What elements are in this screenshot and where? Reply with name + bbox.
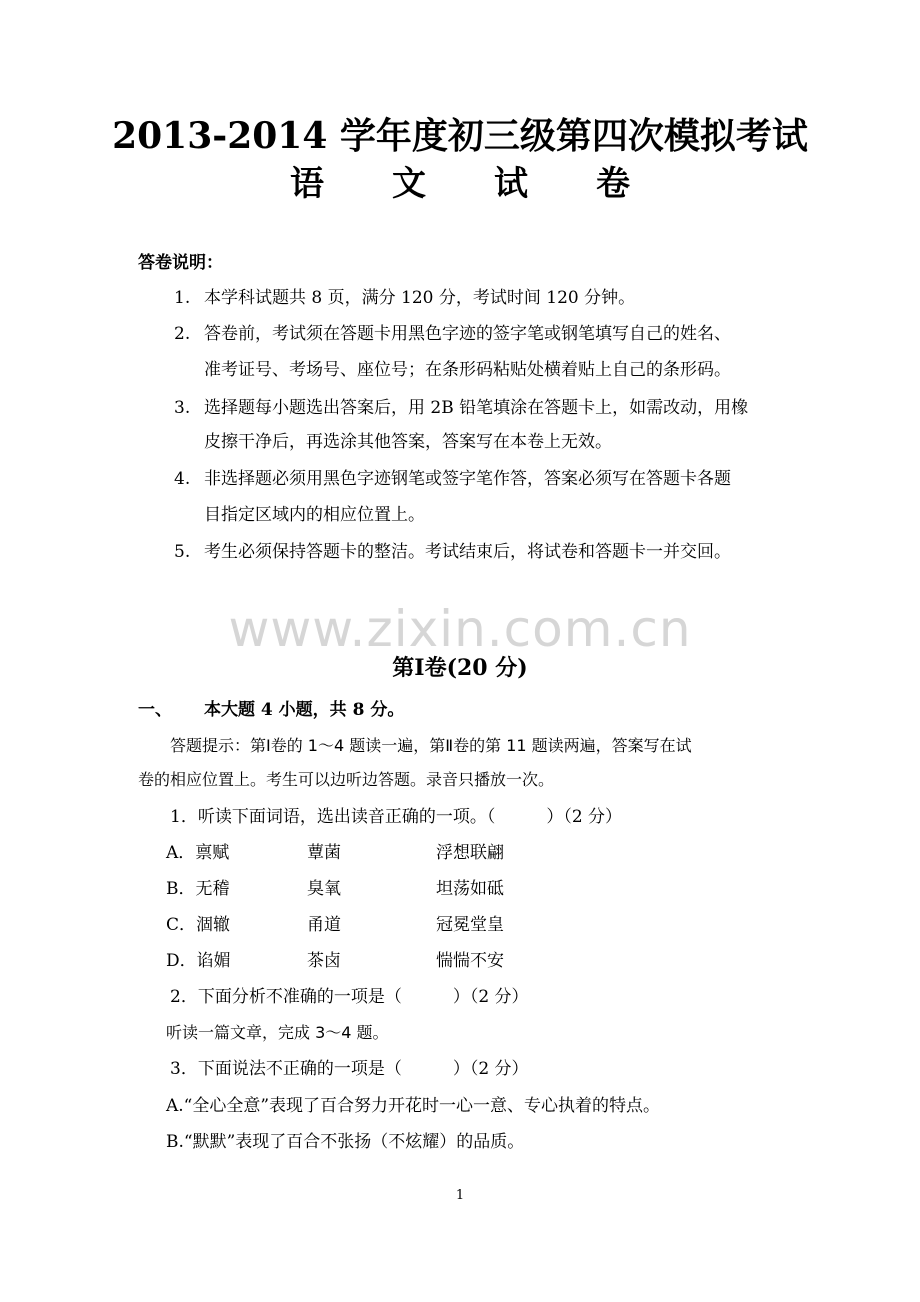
instruction-item [174, 321, 731, 347]
option-word: 浮想联翩 [436, 843, 504, 863]
option-label: B．无稽 [166, 879, 230, 899]
subject-char: 卷 [596, 164, 630, 204]
question-3-option-b: B.“默默”表现了百合不张扬（不炫耀）的品质。 [166, 1132, 525, 1152]
instruction-number: 3. [174, 398, 191, 418]
instruction-item [174, 539, 731, 565]
instruction-item [174, 466, 731, 492]
question-2: 2．下面分析不准确的一项是（ ）（2 分） [170, 987, 529, 1007]
watermark: www.zixin.com.cn [228, 600, 692, 658]
question-3-option-a: A.“全心全意”表现了百合努力开花时一心一意、专心执着的特点。 [166, 1096, 661, 1116]
subject-char: 文 [392, 164, 426, 204]
answer-hint: 卷的相应位置上。考生可以边听边答题。录音只播放一次。 [138, 770, 555, 789]
option-word: 甬道 [307, 915, 341, 935]
instruction-text: 选择题每小题选出答案后，用 2B 铅笔填涂在答题卡上，如需改动，用橡 [204, 398, 749, 418]
instruction-text: 非选择题必须用黑色字迹钢笔或签字笔作答，答案必须写在答题卡各题 [204, 469, 731, 489]
instruction-number: 4. [174, 469, 191, 489]
instruction-number: 5. [174, 542, 191, 562]
question-1: 1．听读下面词语，选出读音正确的一项。（ ）（2 分） [170, 807, 623, 827]
section-title: 第Ⅰ卷(20 分) [392, 655, 528, 681]
instruction-text: 本学科试题共 8 页，满分 120 分，考试时间 120 分钟。 [204, 288, 636, 308]
instruction-text: 皮擦干净后，再选涂其他答案，答案写在本卷上无效。 [204, 432, 612, 452]
option-word: 茶卤 [307, 951, 341, 971]
instruction-text: 考生必须保持答题卡的整洁。考试结束后，将试卷和答题卡一并交回。 [204, 542, 731, 562]
instruction-text: 答卷前，考试须在答题卡用黑色字迹的签字笔或钢笔填写自己的姓名、 [204, 324, 731, 344]
exam-title: 2013-2014 学年度初三级第四次模拟考试 [112, 115, 808, 157]
subject-char: 语 [290, 164, 324, 204]
part-number: 一、 [138, 700, 172, 720]
subject-char: 试 [494, 164, 528, 204]
part-description: 本大题 4 小题，共 8 分。 [204, 700, 405, 720]
answer-hint: 答题提示：第Ⅰ卷的 1～4 题读一遍，第Ⅱ卷的第 11 题读两遍，答案写在试 [170, 736, 692, 755]
instructions-heading: 答卷说明： [138, 253, 223, 273]
instruction-item [174, 285, 635, 311]
subject-title [0, 160, 920, 208]
option-word: 蕈菌 [307, 843, 341, 863]
option-label: D．谄媚 [166, 951, 231, 971]
option-word: 惴惴不安 [436, 951, 504, 971]
instruction-item [174, 395, 748, 421]
option-word: 臭氧 [307, 879, 341, 899]
instruction-text: 目指定区域内的相应位置上。 [204, 505, 425, 525]
option-word: 坦荡如砥 [436, 879, 504, 899]
instruction-number: 2. [174, 324, 191, 344]
page-number: 1 [455, 1188, 465, 1203]
instruction-number: 1. [174, 288, 191, 308]
instruction-text: 准考证号、考场号、座位号；在条形码粘贴处横着贴上自己的条形码。 [204, 360, 731, 380]
option-word: 冠冕堂皇 [436, 915, 504, 935]
option-label: A．禀赋 [166, 843, 230, 863]
option-label: C．涸辙 [166, 915, 231, 935]
listening-note: 听读一篇文章，完成 3～4 题。 [166, 1023, 389, 1042]
question-3: 3．下面说法不正确的一项是（ ）（2 分） [170, 1059, 529, 1079]
